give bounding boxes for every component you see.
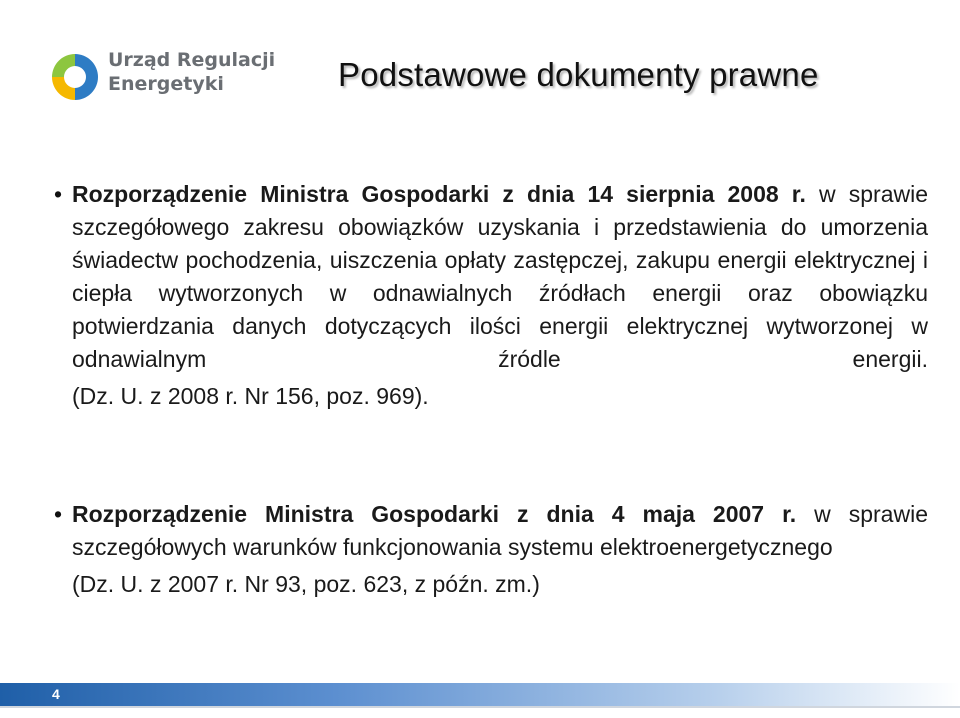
footer-bar (0, 683, 960, 707)
document-item-2 (54, 498, 928, 601)
ure-emblem-icon (48, 50, 102, 104)
item-1-heading: Rozporządzenie Ministra Gospodarki z dnia 14 sierpnia 2008 r. (72, 181, 806, 207)
footer-divider (0, 706, 960, 708)
item-1-text (72, 178, 928, 376)
item-2-heading: Rozporządzenie Ministra Gospodarki z dnia 4 maja 2007 r. (72, 501, 797, 527)
urzad-logo (48, 46, 278, 106)
logo-line-2: Energetyki (108, 73, 224, 95)
page-title: Podstawowe dokumenty prawne (338, 56, 819, 93)
item-2-text (72, 498, 928, 564)
bullet-icon: • (54, 501, 63, 527)
document-item-1 (54, 178, 929, 413)
item-2-citation: (Dz. U. z 2007 r. Nr 93, poz. 623, z późn. zm.) (72, 571, 540, 597)
item-2-body: w sprawie szczegółowych warunków funkcjonowania systemu elektroenergetycznego (72, 501, 928, 560)
page-number: 4 (52, 686, 60, 702)
item-1-body: w sprawie szczegółowego zakresu obowiązków uzyskania i przedstawienia do umorzenia świadectw pochodzenia, uiszczenia opłaty zastępczej, zakupu energii elektrycznej i ciepła wytworzonych w odnawialnych źródłach energii oraz obowiązku potwierdzania danych dotyczących ilości energii elektrycznej wytworzonej w odnawialnym źródle energii. (72, 181, 929, 372)
logo-text (108, 48, 275, 96)
bullet-icon: • (54, 181, 63, 207)
item-1-citation: (Dz. U. z 2008 r. Nr 156, poz. 969). (72, 383, 429, 409)
logo-line-1: Urząd Regulacji (108, 49, 276, 71)
